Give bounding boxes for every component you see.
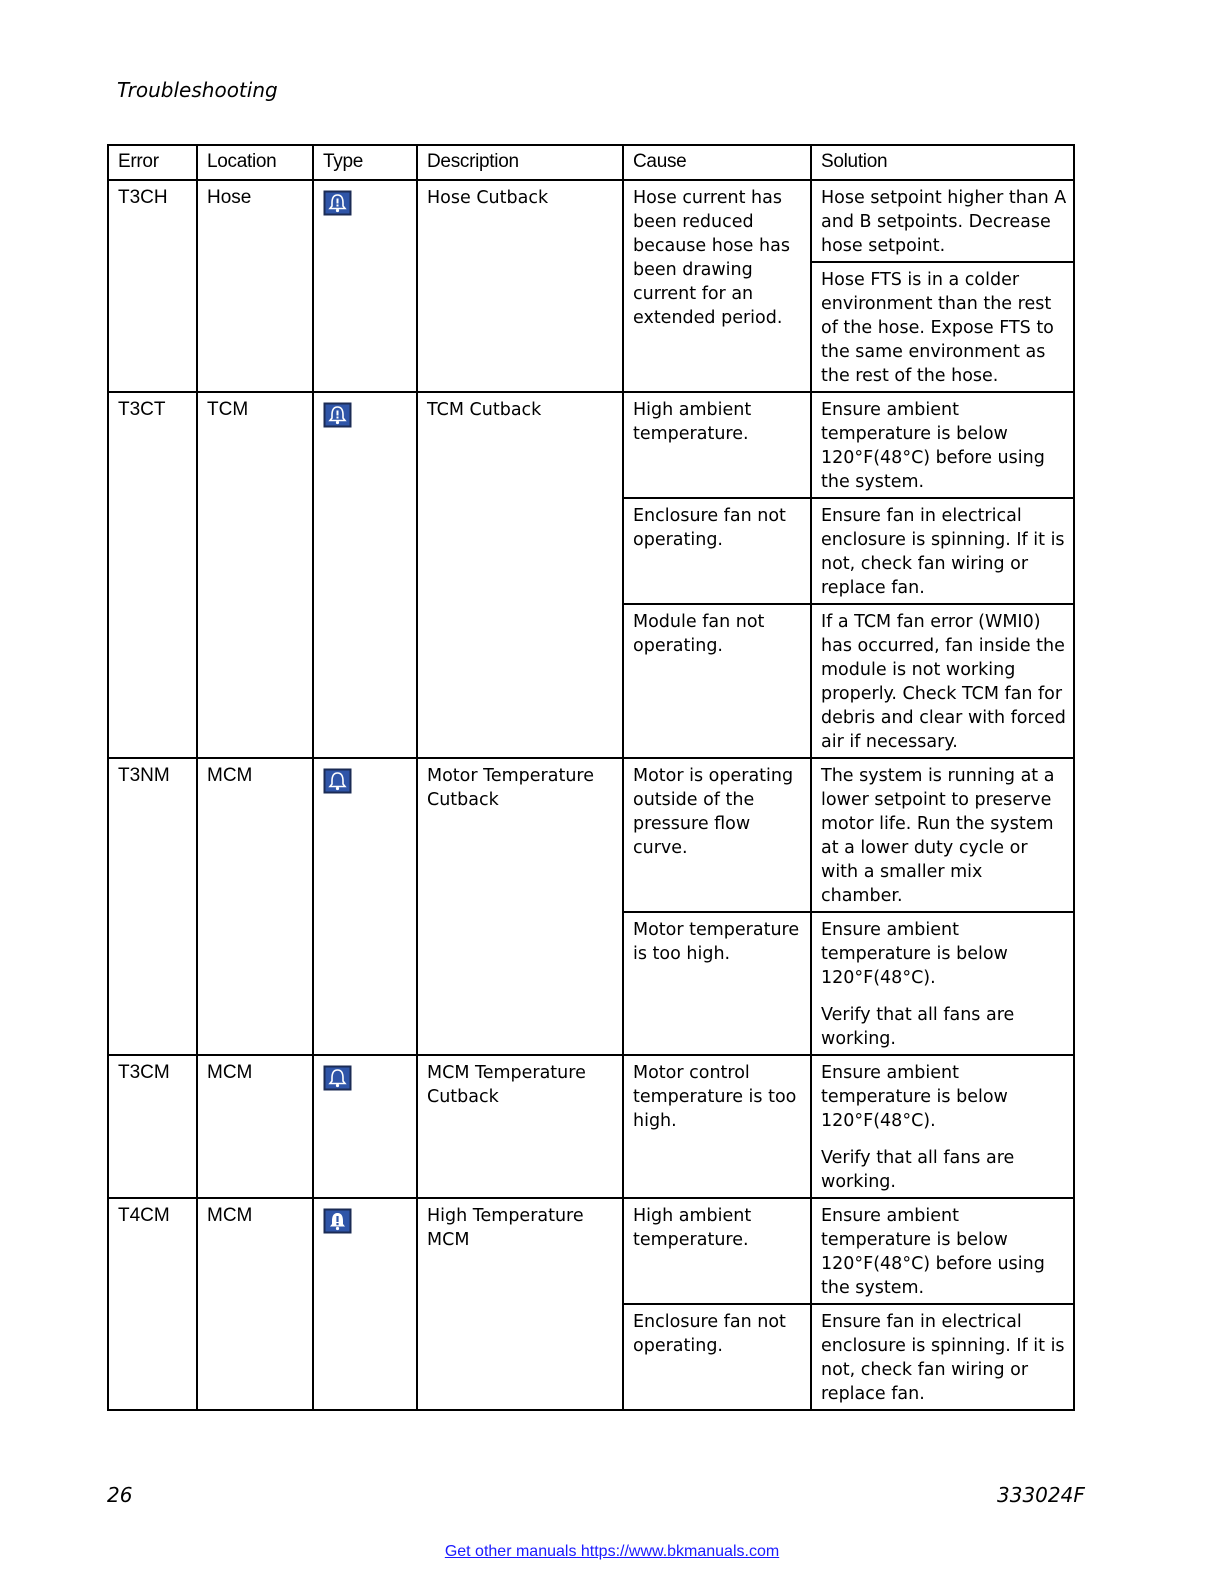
cause: Motor control temperature is too high. <box>623 1055 811 1198</box>
location: MCM <box>197 1198 313 1410</box>
solution: Ensure ambient temperature is below 120°F(48°C) before using the system. <box>811 1198 1074 1304</box>
table-row <box>108 1055 1074 1198</box>
error-code: T3CH <box>108 180 197 392</box>
manuals-link[interactable]: Get other manuals https://www.bkmanuals.com <box>444 1543 780 1560</box>
solution: Ensure fan in electrical enclosure is spinning. If it is not, check fan wiring or replace fan. <box>811 498 1074 604</box>
section-title: Troubleshooting <box>117 78 278 102</box>
document-number: 333024F <box>997 1483 1085 1507</box>
solution: The system is running at a lower setpoint to preserve motor life. Run the system at a lower duty cycle or with a smaller mix chamber. <box>811 758 1074 912</box>
location: MCM <box>197 1055 313 1198</box>
type-cell <box>313 1055 417 1198</box>
description: Motor Temperature Cutback <box>417 758 623 1055</box>
table-row <box>108 1198 1074 1304</box>
solution: Hose setpoint higher than A and B setpoints. Decrease hose setpoint. <box>811 180 1074 262</box>
col-header-type: Type <box>313 145 417 180</box>
col-header-solution: Solution <box>811 145 1074 180</box>
col-header-cause: Cause <box>623 145 811 180</box>
cause: High ambient temperature. <box>623 1198 811 1304</box>
cause: Motor is operating outside of the pressure flow curve. <box>623 758 811 912</box>
col-header-description: Description <box>417 145 623 180</box>
description: TCM Cutback <box>417 392 623 758</box>
error-code: T3CT <box>108 392 197 758</box>
solution-cell <box>811 912 1074 1055</box>
error-code: T3CM <box>108 1055 197 1198</box>
cause: Motor temperature is too high. <box>623 912 811 1055</box>
location: MCM <box>197 758 313 1055</box>
advisory-bell-icon <box>323 768 352 794</box>
solution: Ensure ambient temperature is below 120°F(48°C). <box>821 920 1008 988</box>
location: Hose <box>197 180 313 392</box>
solution: Ensure ambient temperature is below 120°F(48°C) before using the system. <box>811 392 1074 498</box>
description: Hose Cutback <box>417 180 623 392</box>
troubleshooting-table <box>107 144 1075 1411</box>
solution: Hose FTS is in a colder environment than the rest of the hose. Expose FTS to the same environment as the rest of the hose. <box>811 262 1074 392</box>
solution: Ensure ambient temperature is below 120°F(48°C). <box>821 1063 1008 1131</box>
location: TCM <box>197 392 313 758</box>
solution-cell <box>811 1055 1074 1198</box>
table-row <box>108 180 1074 262</box>
cause: Module fan not operating. <box>623 604 811 758</box>
advisory-bell-icon <box>323 1065 352 1091</box>
cause: High ambient temperature. <box>623 392 811 498</box>
error-code: T3NM <box>108 758 197 1055</box>
solution: If a TCM fan error (WMI0) has occurred, fan inside the module is not working properly. Check TCM fan for debris and clear with forced air if necessary. <box>811 604 1074 758</box>
solution: Verify that all fans are working. <box>821 1148 1015 1192</box>
table-row <box>108 392 1074 498</box>
cause: Enclosure fan not operating. <box>623 498 811 604</box>
solution: Verify that all fans are working. <box>821 1005 1015 1049</box>
alarm-exclamation-icon <box>323 1208 352 1234</box>
col-header-error: Error <box>108 145 197 180</box>
description: MCM Temperature Cutback <box>417 1055 623 1198</box>
table-row <box>108 758 1074 912</box>
error-code: T4CM <box>108 1198 197 1410</box>
table-header-row <box>108 145 1074 180</box>
cause: Hose current has been reduced because hose has been drawing current for an extended period. <box>623 180 811 392</box>
solution: Ensure fan in electrical enclosure is spinning. If it is not, check fan wiring or replace fan. <box>811 1304 1074 1410</box>
type-cell <box>313 758 417 1055</box>
type-cell <box>313 392 417 758</box>
advisory-bell-icon <box>323 190 352 216</box>
type-cell <box>313 1198 417 1410</box>
col-header-location: Location <box>197 145 313 180</box>
cause: Enclosure fan not operating. <box>623 1304 811 1410</box>
advisory-bell-icon <box>323 402 352 428</box>
page-number: 26 <box>107 1483 133 1507</box>
description: High Temperature MCM <box>417 1198 623 1410</box>
type-cell <box>313 180 417 392</box>
